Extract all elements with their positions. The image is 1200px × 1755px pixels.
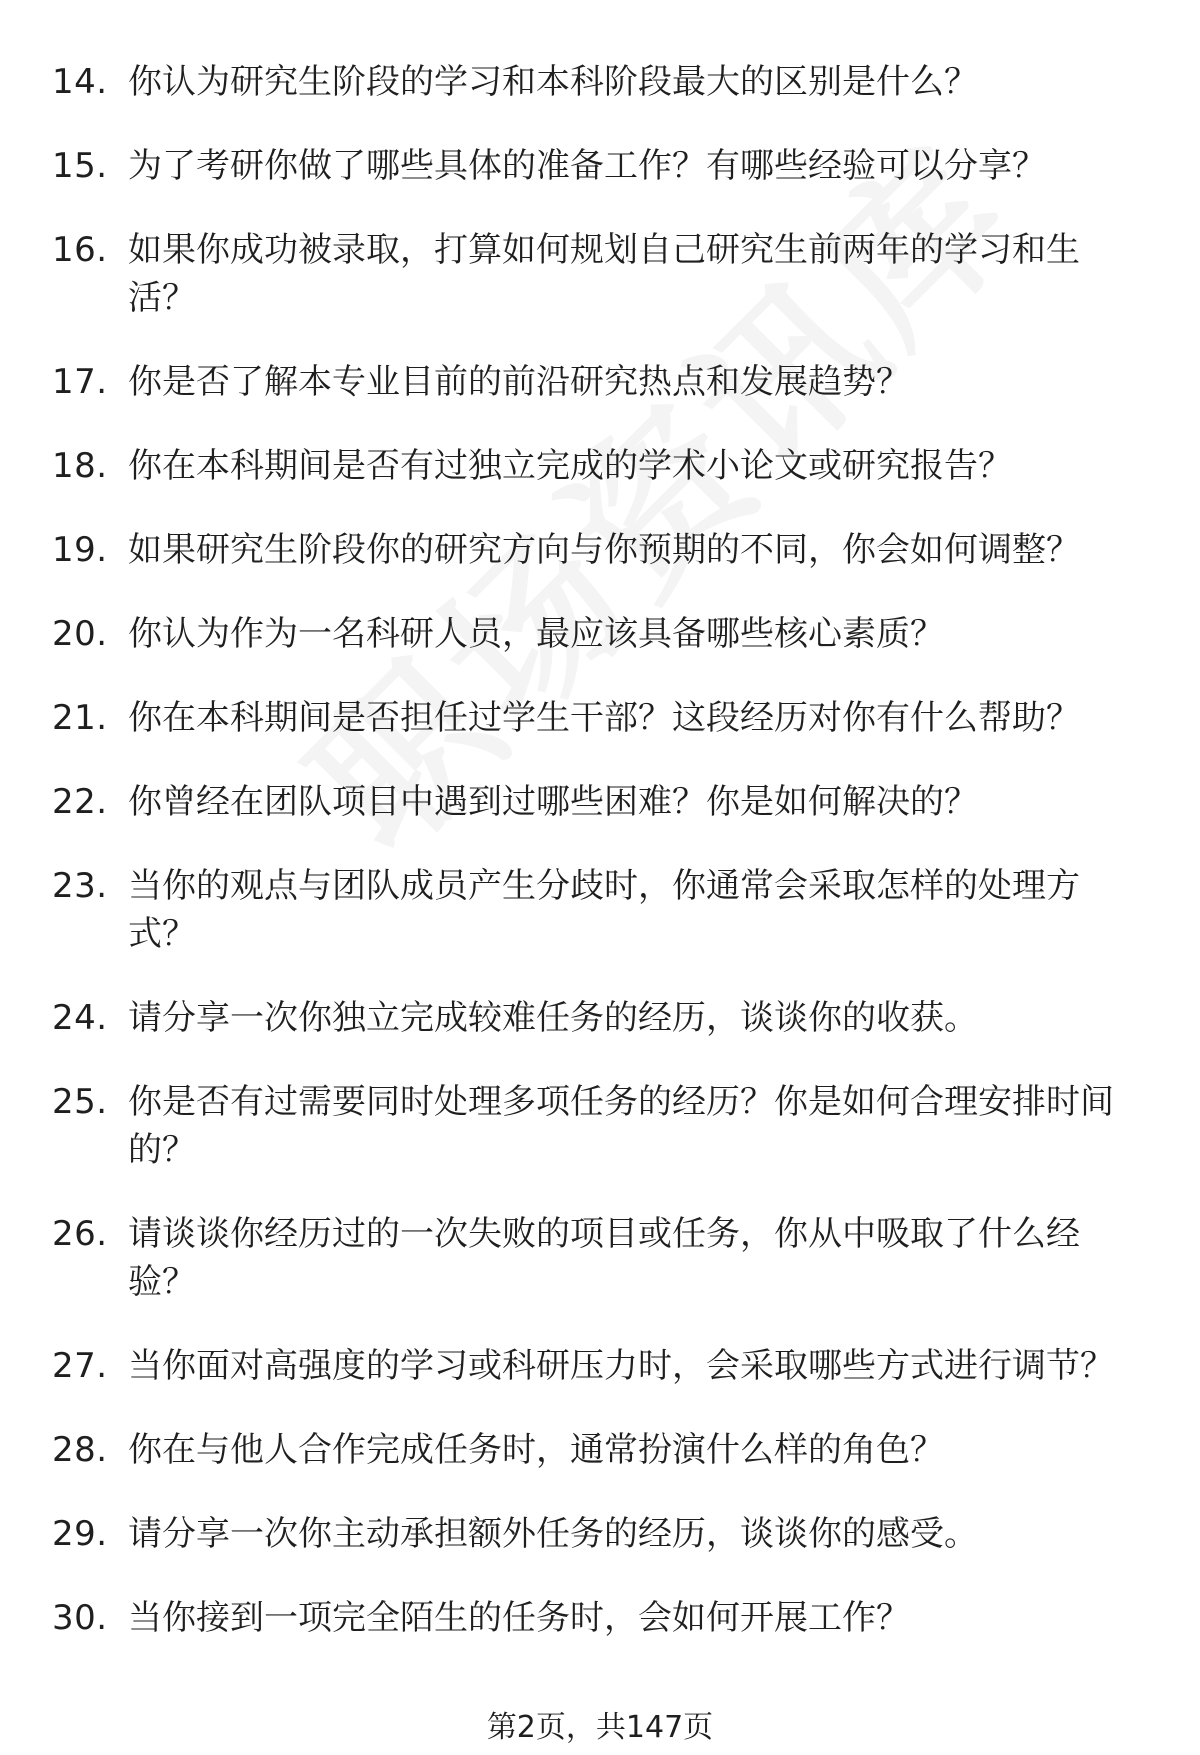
list-item xyxy=(52,1078,1142,1174)
list-item xyxy=(52,694,1142,742)
question-number: 19. xyxy=(52,530,108,570)
list-item xyxy=(52,58,1142,106)
question-text: 如果研究生阶段你的研究方向与你预期的不同，你会如何调整？ xyxy=(128,530,1080,570)
list-item xyxy=(52,526,1142,574)
question-number: 27. xyxy=(52,1346,108,1386)
question-text: 你在本科期间是否有过独立完成的学术小论文或研究报告？ xyxy=(128,446,1012,486)
question-number: 24. xyxy=(52,998,108,1038)
question-list xyxy=(52,58,1142,1678)
list-item xyxy=(52,778,1142,826)
list-item xyxy=(52,358,1142,406)
question-number: 22. xyxy=(52,782,108,822)
question-text: 你在本科期间是否担任过学生干部？这段经历对你有什么帮助？ xyxy=(128,698,1080,738)
question-text: 请分享一次你主动承担额外任务的经历，谈谈你的感受。 xyxy=(128,1514,978,1554)
question-text: 如果你成功被录取，打算如何规划自己研究生前两年的学习和生活？ xyxy=(128,230,1080,318)
question-text: 你认为作为一名科研人员，最应该具备哪些核心素质？ xyxy=(128,614,944,654)
list-item xyxy=(52,610,1142,658)
question-number: 25. xyxy=(52,1082,108,1122)
question-number: 29. xyxy=(52,1514,108,1554)
question-number: 20. xyxy=(52,614,108,654)
question-text: 你在与他人合作完成任务时，通常扮演什么样的角色？ xyxy=(128,1430,944,1470)
question-number: 18. xyxy=(52,446,108,486)
list-item xyxy=(52,994,1142,1042)
question-number: 17. xyxy=(52,362,108,402)
list-item xyxy=(52,142,1142,190)
question-text: 请谈谈你经历过的一次失败的项目或任务，你从中吸取了什么经验？ xyxy=(128,1214,1080,1302)
list-item xyxy=(52,226,1142,322)
question-number: 30. xyxy=(52,1598,108,1638)
question-number: 14. xyxy=(52,62,108,102)
list-item xyxy=(52,1510,1142,1558)
list-item xyxy=(52,862,1142,958)
list-item xyxy=(52,1426,1142,1474)
question-number: 26. xyxy=(52,1214,108,1254)
question-text: 你认为研究生阶段的学习和本科阶段最大的区别是什么？ xyxy=(128,62,978,102)
question-number: 15. xyxy=(52,146,108,186)
question-number: 21. xyxy=(52,698,108,738)
list-item xyxy=(52,1210,1142,1306)
question-number: 16. xyxy=(52,230,108,270)
question-number: 28. xyxy=(52,1430,108,1470)
question-text: 当你接到一项完全陌生的任务时，会如何开展工作？ xyxy=(128,1598,910,1638)
question-text: 当你的观点与团队成员产生分歧时，你通常会采取怎样的处理方式？ xyxy=(128,866,1080,954)
question-text: 你是否有过需要同时处理多项任务的经历？你是如何合理安排时间的？ xyxy=(128,1082,1114,1170)
page-footer xyxy=(0,1708,1200,1748)
list-item xyxy=(52,1594,1142,1642)
list-item xyxy=(52,1342,1142,1390)
question-number: 23. xyxy=(52,866,108,906)
page-number-label: 第2页，共147页 xyxy=(486,1710,714,1745)
list-item xyxy=(52,442,1142,490)
question-text: 请分享一次你独立完成较难任务的经历，谈谈你的收获。 xyxy=(128,998,978,1038)
question-text: 你是否了解本专业目前的前沿研究热点和发展趋势？ xyxy=(128,362,910,402)
question-text: 为了考研你做了哪些具体的准备工作？有哪些经验可以分享？ xyxy=(128,146,1046,186)
question-text: 当你面对高强度的学习或科研压力时，会采取哪些方式进行调节？ xyxy=(128,1346,1114,1386)
question-text: 你曾经在团队项目中遇到过哪些困难？你是如何解决的？ xyxy=(128,782,978,822)
